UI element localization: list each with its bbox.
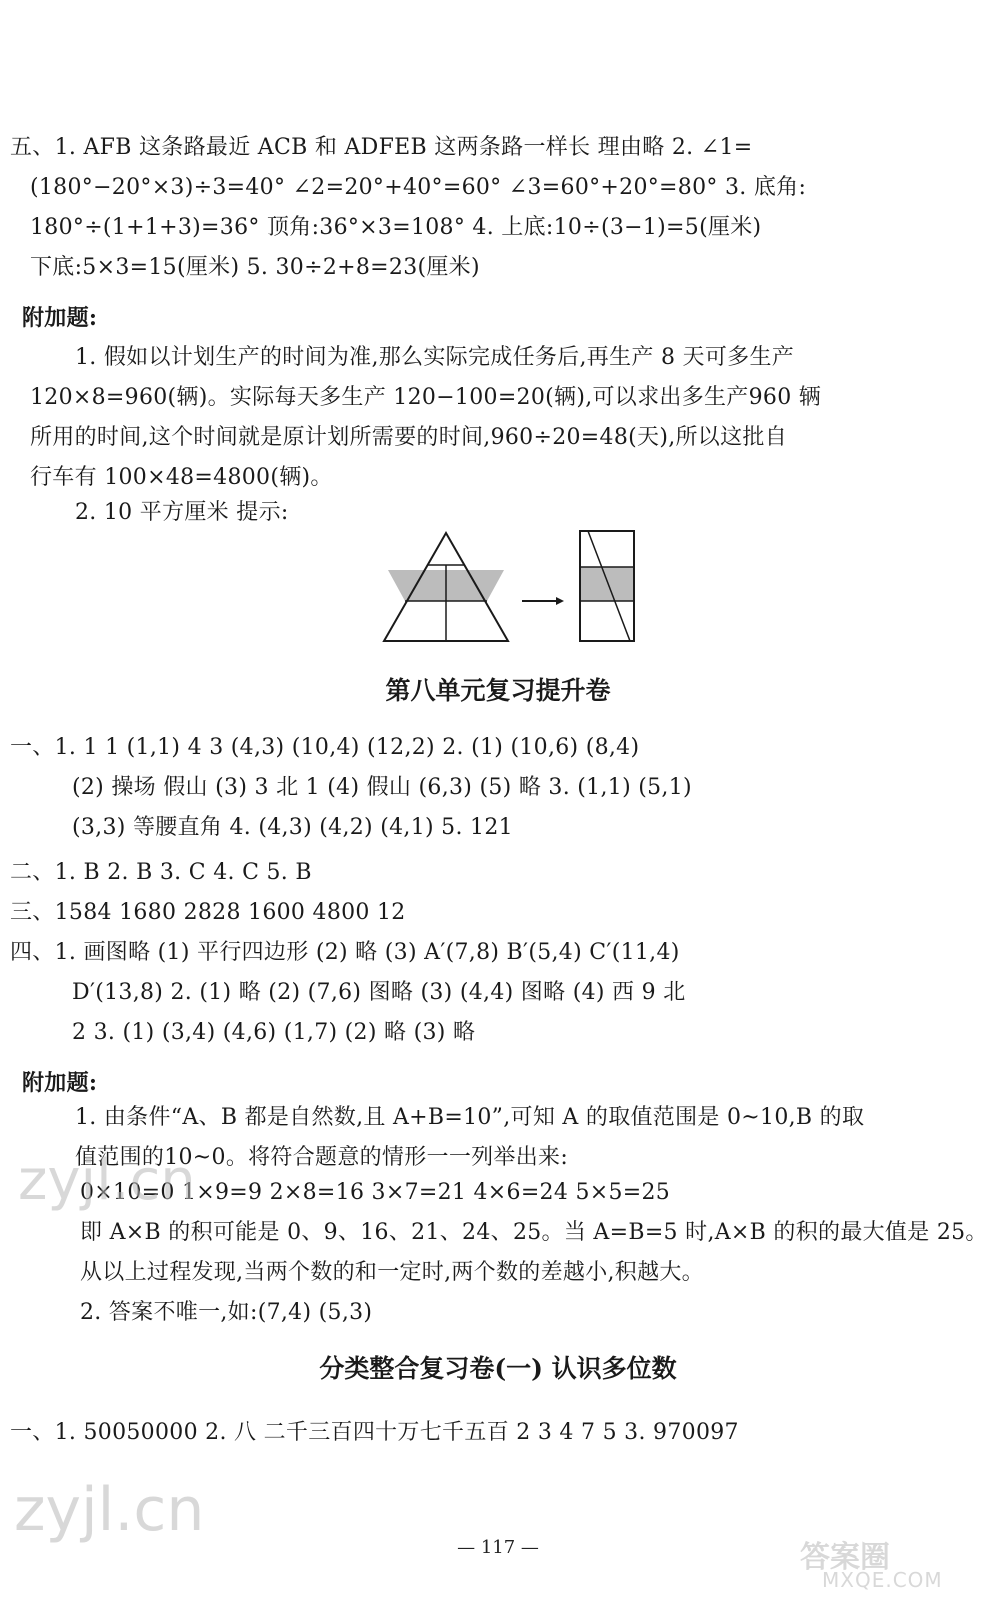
extra1-p1-line2: 120×8=960(辆)。实际每天多生产 120−100=20(辆),可以求出多生产960 辆 [30, 385, 822, 410]
extra2-line5: 从以上过程发现,当两个数的和一定时,两个数的差越小,积越大。 [80, 1260, 704, 1285]
watermark-site-2: zyjl.cn [14, 1475, 205, 1545]
extra-heading-1: 附加题: [22, 305, 98, 331]
classify-line1: 一、1. 50050000 2. 八 二千三百四十万七千五百 2 3 4 7 5 3. 970097 [10, 1420, 739, 1445]
extra2-line1: 1. 由条件“A、B 都是自然数,且 A+B=10”,可知 A 的取值范围是 0~10,B 的取 [75, 1105, 865, 1130]
extra2-line2: 值范围的10~0。将符合题意的情形一一列举出来: [75, 1145, 569, 1170]
watermark-domain: MXQE.COM [822, 1568, 943, 1592]
extra1-p1-line3: 所用的时间,这个时间就是原计划所需要的时间,960÷20=48(天),所以这批自 [30, 425, 787, 450]
unit8-line7: D′(13,8) 2. (1) 略 (2) (7,6) 图略 (3) (4,4) 图略 (4) 西 9 北 [72, 980, 686, 1005]
unit8-title: 第八单元复习提升卷 [385, 676, 611, 705]
unit8-line6: 四、1. 画图略 (1) 平行四边形 (2) 略 (3) A′(7,8) B′(5,4) C′(11,4) [10, 940, 680, 965]
extra2-line6: 2. 答案不唯一,如:(7,4) (5,3) [80, 1300, 373, 1325]
unit8-line2: (2) 操场 假山 (3) 3 北 1 (4) 假山 (6,3) (5) 略 3. (1,1) (5,1) [72, 775, 692, 800]
extra1-p1-line1: 1. 假如以计划生产的时间为准,那么实际完成任务后,再生产 8 天可多生产 [75, 345, 795, 370]
arrow-icon [522, 597, 564, 605]
rectangle-figure [580, 531, 634, 641]
section5-line3: 180°÷(1+1+3)=36° 顶角:36°×3=108° 4. 上底:10÷(3−1)=5(厘米) [30, 215, 762, 240]
extra2-line3: 0×10=0 1×9=9 2×8=16 3×7=21 4×6=24 5×5=25 [80, 1180, 671, 1205]
hint-figure [380, 525, 640, 650]
unit8-line5: 三、1584 1680 2828 1600 4800 12 [10, 900, 406, 925]
extra-heading-2: 附加题: [22, 1070, 98, 1096]
page-number: — 117 — [457, 1537, 539, 1558]
section5-line1: 五、1. AFB 这条路最近 ACB 和 ADFEB 这两条路一样长 理由略 2. ∠1= [10, 135, 753, 160]
section5-line4: 下底:5×3=15(厘米) 5. 30÷2+8=23(厘米) [30, 255, 480, 280]
classify-title: 分类整合复习卷(一) 认识多位数 [319, 1354, 677, 1383]
unit8-line3: (3,3) 等腰直角 4. (4,3) (4,2) (4,1) 5. 121 [72, 815, 513, 840]
extra2-line4: 即 A×B 的积可能是 0、9、16、21、24、25。当 A=B=5 时,A×B 的积的最大值是 25。 [80, 1220, 988, 1245]
unit8-line8: 2 3. (1) (3,4) (4,6) (1,7) (2) 略 (3) 略 [72, 1020, 476, 1045]
watermark-site-1: zyjl.cn [18, 1148, 196, 1213]
unit8-line4: 二、1. B 2. B 3. C 4. C 5. B [10, 860, 312, 885]
extra1-p2: 2. 10 平方厘米 提示: [75, 500, 289, 525]
extra1-p1-line4: 行车有 100×48=4800(辆)。 [30, 465, 333, 490]
triangle-figure [384, 533, 508, 641]
rectangle-shaded-band [580, 567, 634, 601]
watermark-logo: 答案圈 [800, 1540, 890, 1575]
unit8-line1: 一、1. 1 1 (1,1) 4 3 (4,3) (10,4) (12,2) 2. (1) (10,6) (8,4) [10, 735, 640, 760]
section5-line2: (180°−20°×3)÷3=40° ∠2=20°+40°=60° ∠3=60°+20°=80° 3. 底角: [30, 175, 807, 200]
